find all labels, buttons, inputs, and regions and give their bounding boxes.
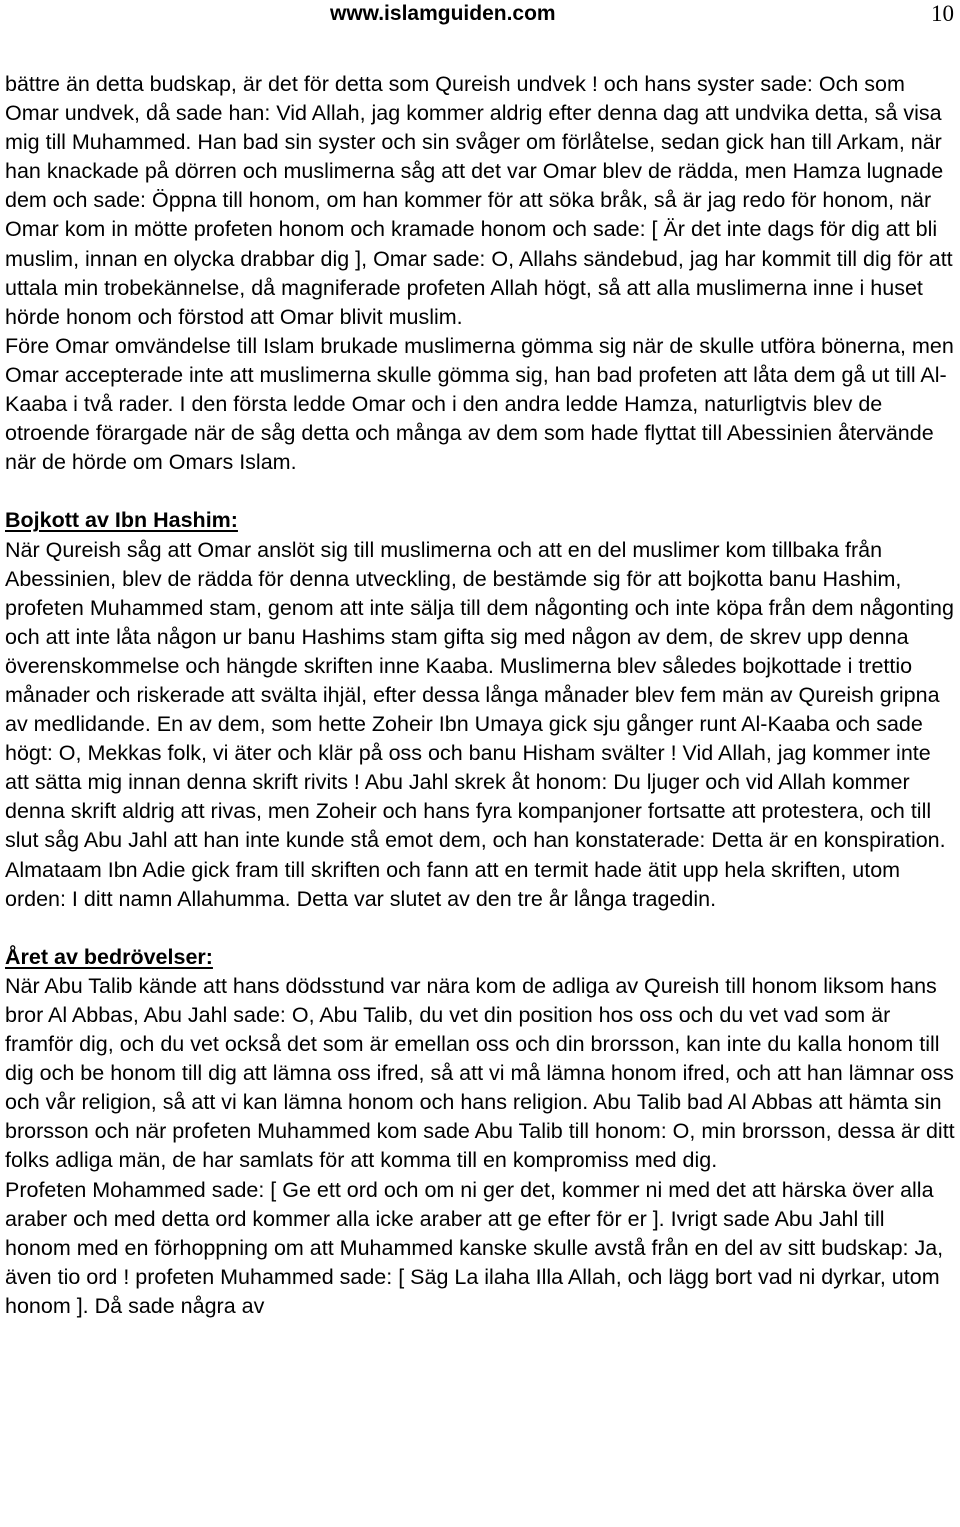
paragraph-prophet-reply: Profeten Mohammed sade: [ Ge ett ord och om ni ger det, kommer ni med det att härska över alla araber och med detta ord kommer alla icke araber att ge efter för er ]. Ivrigt sade Abu Jahl till honom med en förhoppning om att Muhammed kanske skulle avstå från en del av sitt budskap: Ja, även tio ord ! profeten Muhammed sade: [ Säg La ilaha Illa Allah, och lägg bort vad ni dyrkar, utom honom ]. Då sade några av: [5, 1177, 944, 1318]
paragraph-boycott: När Qureish såg att Omar anslöt sig till muslimerna och att en del muslimer kom tillbaka från Abessinien, blev de rädda för denna utveckling, de bestämde sig för att bojkotta banu Hashim, profeten Muhammed stam, genom att inte sälja till dem någonting och inte köpa från dem någonting och att inte låta någon ur banu Hashims stam gifta sig med någon av dem, de skrev upp denna överenskommelse och hängde skriften inne Kaaba. Muslimerna blev således bojkottade i trettio månader och riskerade att svälta ihjäl, efter dessa långa månader blev fem män av Qureish gripna av medlidande. En av dem, som hette Zoheir Ibn Umaya gick sju gånger runt Al-Kaaba och sade högt: O, Mekkas folk, vi äter och klär på oss och banu Hisham svälter ! Vid Allah, jag kommer inte att sätta mig innan denna skrift rivits ! Abu Jahl skrek åt honom: Du ljuger och vid Allah kommer denna skrift aldrig att rivas, men Zoheir och hans fyra kompanjoner fortsatte att protestera, och till slut såg Abu Jahl att han inte kunde stå emot dem, och han konstaterade: Detta är en konspiration. Almataam Ibn Adie gick fram till skriften och fann att en termit hade ätit upp hela skriften, utom orden: I ditt namn Allahumma. Detta var slutet av den tre år långa tragedin.: [5, 537, 954, 911]
site-url: www.islamguiden.com: [330, 2, 556, 25]
paragraph-spacer: [5, 477, 955, 506]
paragraph-omar-conversion: bättre än detta budskap, är det för detta som Qureish undvek ! och hans syster sade: Och som Omar undvek, då sade han: Vid Allah, jag kommer aldrig efter denna dag att undvika detta, så visa mig till Muhammed. Han bad sin syster och sin svåger om förlåtelse, sedan gick han till Arkam, när han knackade på dörren och muslimerna såg att det var Omar blev de rädda, men Hamza lugnade dem och sade: Öppna till honom, om han kommer för att söka bråk, så är jag redo för honom, när Omar kom in mötte profeten honom och kramade honom och sade: [ Är det inte dags för dig att bli muslim, innan en olycka drabbar dig ], Omar sade: O, Allahs sändebud, jag har kommit till dig för att uttala min trobekännelse, då magniferade profeten Allah högt, så att alla muslimerna inne i huset hörde honom och förstod att Omar blivit muslim.: [5, 72, 953, 329]
page-number: 10: [931, 1, 954, 26]
page-header: [0, 0, 960, 30]
section-heading-boycott: Bojkott av Ibn Hashim:: [5, 508, 238, 533]
paragraph-spacer: [5, 914, 955, 943]
paragraph-abu-talib: När Abu Talib kände att hans dödsstund var nära kom de adliga av Qureish till honom liksom hans bror Al Abbas, Abu Jahl sade: O, Abu Talib, du vet din position hos oss och du vet vad som är framför dig, och du vet också det som är emellan oss och din brorsson, kan inte du kalla honom till dig och be honom till dig att lämna oss ifred, så att vi må lämna honom ifred, och att han lämnar oss och vår religion, så att vi kan lämna honom och hans religion. Abu Talib bad Al Abbas att hämta sin brorsson och när profeten Muhammed kom sade Abu Talib till honom: O, min brorsson, dessa är ditt folks adliga män, de har samlats för att komma till en kompromiss med dig.: [5, 973, 955, 1173]
paragraph-prayer-rows: Före Omar omvändelse till Islam brukade muslimerna gömma sig när de skulle utföra bönerna, men Omar accepterade inte att muslimerna skulle gömma sig, han bad profeten att låta dem gå ut till Al-Kaaba i två rader. I den första ledde Omar och i den andra ledde Hamza, naturligtvis blev de otroende förargade när de såg detta och många av dem som hade flyttat till Abessinien återvände när de hörde om Omars Islam.: [5, 333, 954, 475]
document-body: [5, 70, 955, 1321]
section-heading-year-of-sorrow: Året av bedrövelser:: [5, 944, 213, 969]
